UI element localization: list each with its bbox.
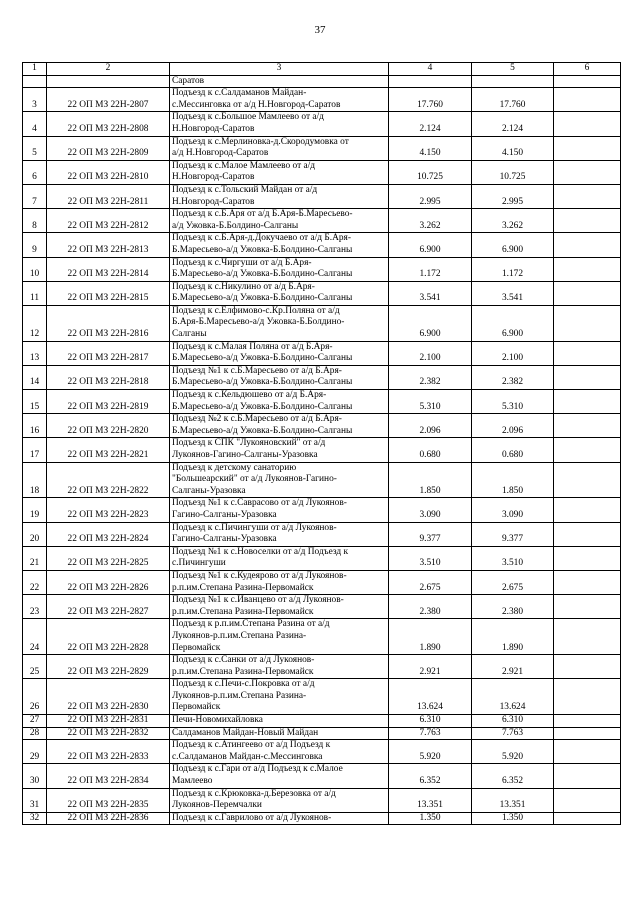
cell-col5: 1.850 <box>472 462 554 498</box>
cell-col5: 2.995 <box>472 184 554 208</box>
cell-num: 12 <box>23 305 47 341</box>
cell-name-line: Гагино-Салганы-Уразовка <box>172 509 277 520</box>
cell-name-line: Подъезд №1 к с.Кудеярово от а/д Лукоянов- <box>172 570 347 581</box>
cell-name-line: Первомайск <box>172 702 221 713</box>
cell-name <box>170 619 389 655</box>
cell-name-line: Б.Маресьево-а/д Ужовка-Б.Болдино-Салганы <box>172 244 353 255</box>
cell-col4: 6.900 <box>389 305 472 341</box>
cell-col5: 2.124 <box>472 112 554 136</box>
cell-col6 <box>554 522 621 546</box>
cell-name-line: Подъезд №1 к с.Саврасово от а/д Лукоянов- <box>172 498 347 509</box>
cell-col6 <box>554 365 621 389</box>
cell-name-line: Н.Новгород-Саратов <box>172 123 255 134</box>
header-cell-2: 2 <box>47 63 170 76</box>
cell-col5: 13.624 <box>472 679 554 715</box>
cell-col4: 5.310 <box>389 390 472 414</box>
cell-col6 <box>554 764 621 788</box>
cell-col4: 2.382 <box>389 365 472 389</box>
cell-col5: 2.100 <box>472 341 554 365</box>
cell-col4: 7.763 <box>389 727 472 740</box>
cell-col5: 6.310 <box>472 715 554 728</box>
cell-num: 27 <box>23 715 47 728</box>
table-row <box>23 595 621 619</box>
cell-code: 22 ОП МЗ 22Н-2832 <box>47 727 170 740</box>
cell-name-line: Подъезд к с.Кельдюшево от а/д Б.Аря- <box>172 390 327 401</box>
cell-code: 22 ОП МЗ 22Н-2830 <box>47 679 170 715</box>
table-row <box>23 715 621 728</box>
cell-name <box>170 740 389 764</box>
cell-col5: 2.096 <box>472 414 554 438</box>
cell-code: 22 ОП МЗ 22Н-2815 <box>47 281 170 305</box>
cell-name <box>170 727 389 740</box>
cell-col4: 3.262 <box>389 209 472 233</box>
cell-col5: 1.350 <box>472 812 554 825</box>
table-body <box>23 63 621 825</box>
cell-code: 22 ОП МЗ 22Н-2813 <box>47 233 170 257</box>
cell-code: 22 ОП МЗ 22Н-2819 <box>47 390 170 414</box>
cell-num: 21 <box>23 546 47 570</box>
cell-col4: 1.850 <box>389 462 472 498</box>
cell-name-line: Подъезд к с.Мерлиновка-д.Скородумовка от <box>172 136 349 147</box>
header-cell-5: 5 <box>472 63 554 76</box>
roads-table <box>22 62 621 825</box>
cell-name <box>170 522 389 546</box>
cell-name-line: Подъезд к с.Гари от а/д Подъезд к с.Малое <box>172 764 343 775</box>
cell-num: 31 <box>23 788 47 812</box>
cell-name-line: Подъезд №1 к с.Новоселки от а/д Подъезд к <box>172 546 349 557</box>
cell-name-line: Печи-Новомихайловка <box>172 715 263 726</box>
cell-code: 22 ОП МЗ 22Н-2814 <box>47 257 170 281</box>
cell-name-line: Подъезд №1 к с.Иванцево от а/д Лукоянов- <box>172 595 344 606</box>
cell-col6 <box>554 75 621 88</box>
table-row <box>23 462 621 498</box>
cell-name-line: Подъезд к с.Пичингуши от а/д Лукоянов- <box>172 522 337 533</box>
cell-col6 <box>554 136 621 160</box>
cell-col6 <box>554 281 621 305</box>
cell-num: 11 <box>23 281 47 305</box>
table-row <box>23 740 621 764</box>
cell-name <box>170 788 389 812</box>
cell-name-line: Б.Маресьево-а/д Ужовка-Б.Болдино-Салганы <box>172 353 353 364</box>
cell-col4: 4.150 <box>389 136 472 160</box>
cell-col4: 1.172 <box>389 257 472 281</box>
cell-name <box>170 209 389 233</box>
cell-name <box>170 184 389 208</box>
cell-col5: 9.377 <box>472 522 554 546</box>
cell-name-line: Салганы <box>172 329 207 340</box>
cell-col5: 2.675 <box>472 570 554 594</box>
cell-name <box>170 679 389 715</box>
cell-num: 32 <box>23 812 47 825</box>
cell-code: 22 ОП МЗ 22Н-2807 <box>47 88 170 112</box>
cell-name <box>170 438 389 462</box>
cell-col4: 2.675 <box>389 570 472 594</box>
cell-col4: 3.090 <box>389 498 472 522</box>
cell-code: 22 ОП МЗ 22Н-2831 <box>47 715 170 728</box>
cell-name-line: р.п.им.Степана Разина-Первомайск <box>172 582 314 593</box>
cell-name <box>170 281 389 305</box>
table-row <box>23 281 621 305</box>
cell-num: 29 <box>23 740 47 764</box>
cell-col6 <box>554 715 621 728</box>
cell-name-line: а/д Н.Новгород-Саратов <box>172 148 269 159</box>
cell-num: 17 <box>23 438 47 462</box>
cell-num: 13 <box>23 341 47 365</box>
table-row <box>23 727 621 740</box>
cell-num: 24 <box>23 619 47 655</box>
cell-col5: 5.920 <box>472 740 554 764</box>
cell-col5: 2.382 <box>472 365 554 389</box>
table-row <box>23 88 621 112</box>
cell-name-line: Б.Маресьево-а/д Ужовка-Б.Болдино-Салганы <box>172 269 353 280</box>
cell-col6 <box>554 595 621 619</box>
header-cell-1: 1 <box>23 63 47 76</box>
cell-num: 16 <box>23 414 47 438</box>
cell-col4: 1.350 <box>389 812 472 825</box>
cell-num: 22 <box>23 570 47 594</box>
table-row <box>23 438 621 462</box>
cell-name <box>170 498 389 522</box>
cell-code: 22 ОП МЗ 22Н-2827 <box>47 595 170 619</box>
cell-col5: 2.921 <box>472 655 554 679</box>
cell-code: 22 ОП МЗ 22Н-2821 <box>47 438 170 462</box>
cell-code: 22 ОП МЗ 22Н-2824 <box>47 522 170 546</box>
cell-name-line: Подъезд к с.Малая Поляна от а/д Б.Аря- <box>172 341 333 352</box>
cell-name-line: Н.Новгород-Саратов <box>172 196 255 207</box>
cell-col4: 2.096 <box>389 414 472 438</box>
cell-code: 22 ОП МЗ 22Н-2825 <box>47 546 170 570</box>
cell-name <box>170 414 389 438</box>
cell-code: 22 ОП МЗ 22Н-2817 <box>47 341 170 365</box>
cell-num: 15 <box>23 390 47 414</box>
table-row <box>23 522 621 546</box>
cell-name-line: Б.Маресьево-а/д Ужовка-Б.Болдино-Салганы <box>172 401 353 412</box>
cell-code: 22 ОП МЗ 22Н-2822 <box>47 462 170 498</box>
cell-col4: 2.100 <box>389 341 472 365</box>
table-row <box>23 570 621 594</box>
cell-col5: 13.351 <box>472 788 554 812</box>
table-row <box>23 136 621 160</box>
cell-name-line: Салганы-Уразовка <box>172 485 246 496</box>
cell-name <box>170 390 389 414</box>
page-number: 37 <box>314 24 326 36</box>
cell-name-line: с.Мессинговка от а/д Н.Новгород-Саратов <box>172 99 341 110</box>
cell-col6 <box>554 257 621 281</box>
cell-col6 <box>554 679 621 715</box>
header-cell-6: 6 <box>554 63 621 76</box>
cell-name-line: Б.Маресьево-а/д Ужовка-Б.Болдино-Салганы <box>172 377 353 388</box>
cell-name <box>170 570 389 594</box>
cell-name-line: Подъезд к с.Крюковка-д.Березовка от а/д <box>172 788 336 799</box>
table-row <box>23 209 621 233</box>
cell-col6 <box>554 788 621 812</box>
cell-col6 <box>554 498 621 522</box>
cell-name <box>170 715 389 728</box>
cell-num: 6 <box>23 160 47 184</box>
table-row <box>23 414 621 438</box>
cell-col5: 6.900 <box>472 233 554 257</box>
cell-col5 <box>472 75 554 88</box>
cell-name <box>170 341 389 365</box>
table-row <box>23 498 621 522</box>
cell-col4: 3.510 <box>389 546 472 570</box>
cell-col6 <box>554 546 621 570</box>
cell-code: 22 ОП МЗ 22Н-2833 <box>47 740 170 764</box>
cell-col6 <box>554 184 621 208</box>
cell-name <box>170 305 389 341</box>
cell-col6 <box>554 438 621 462</box>
table-row <box>23 764 621 788</box>
cell-col4: 6.900 <box>389 233 472 257</box>
cell-col5: 3.090 <box>472 498 554 522</box>
cell-code: 22 ОП МЗ 22Н-2829 <box>47 655 170 679</box>
cell-name <box>170 462 389 498</box>
cell-code: 22 ОП МЗ 22Н-2808 <box>47 112 170 136</box>
cell-code: 22 ОП МЗ 22Н-2835 <box>47 788 170 812</box>
cell-col5: 3.541 <box>472 281 554 305</box>
cell-name-line: Подъезд к с.Б.Аря-д.Докучаево от а/д Б.Аря- <box>172 233 351 244</box>
cell-col6 <box>554 160 621 184</box>
cell-name-line: Подъезд к с.Малое Мамлеево от а/д <box>172 160 316 171</box>
cell-num: 9 <box>23 233 47 257</box>
cell-name-line: Подъезд к с.Никулино от а/д Б.Аря- <box>172 281 315 292</box>
cell-num: 3 <box>23 88 47 112</box>
table-row <box>23 546 621 570</box>
cell-code: 22 ОП МЗ 22Н-2820 <box>47 414 170 438</box>
cell-num: 20 <box>23 522 47 546</box>
cell-name <box>170 136 389 160</box>
cell-name-line: Лукоянов-Гагино-Салганы-Уразовка <box>172 450 318 460</box>
cell-num: 7 <box>23 184 47 208</box>
cell-name-line: р.п.им.Степана Разина-Первомайск <box>172 606 314 617</box>
cell-name-line: Подъезд №2 к с.Б.Маресьево от а/д Б.Аря- <box>172 414 342 425</box>
cell-col6 <box>554 740 621 764</box>
cell-name <box>170 112 389 136</box>
cell-name-line: Подъезд к с.Большое Мамлеево от а/д <box>172 112 324 123</box>
cell-name-line: Подъезд №1 к с.Б.Маресьево от а/д Б.Аря- <box>172 365 342 376</box>
cell-col4: 9.377 <box>389 522 472 546</box>
table-row <box>23 184 621 208</box>
cell-name-line: Н.Новгород-Саратов <box>172 172 255 183</box>
cell-name-line: а/д Ужовка-Б.Болдино-Салганы <box>172 220 299 231</box>
cell-name-line: Лукоянов-р.п.им.Степана Разина- <box>172 630 307 641</box>
table-row <box>23 341 621 365</box>
cell-code: 22 ОП МЗ 22Н-2823 <box>47 498 170 522</box>
table-row <box>23 112 621 136</box>
cell-num: 30 <box>23 764 47 788</box>
cell-col5: 6.900 <box>472 305 554 341</box>
cell-col4: 2.995 <box>389 184 472 208</box>
cell-num: 19 <box>23 498 47 522</box>
cell-num: 18 <box>23 462 47 498</box>
cell-name-line: Подъезд к с.Чиргуши от а/д Б.Аря- <box>172 257 312 268</box>
cell-code: 22 ОП МЗ 22Н-2812 <box>47 209 170 233</box>
table-row <box>23 619 621 655</box>
cell-col4: 6.310 <box>389 715 472 728</box>
cell-col6 <box>554 462 621 498</box>
cell-col6 <box>554 341 621 365</box>
cell-col6 <box>554 570 621 594</box>
cell-col4 <box>389 75 472 88</box>
cell-col4: 0.680 <box>389 438 472 462</box>
cell-name <box>170 812 389 825</box>
cell-col5: 3.262 <box>472 209 554 233</box>
cell-code: 22 ОП МЗ 22Н-2810 <box>47 160 170 184</box>
cell-num: 26 <box>23 679 47 715</box>
cell-col4: 2.380 <box>389 595 472 619</box>
cell-col6 <box>554 619 621 655</box>
cell-name: Саратов <box>170 75 389 88</box>
cell-col5: 1.890 <box>472 619 554 655</box>
cell-num: 23 <box>23 595 47 619</box>
cell-code <box>47 75 170 88</box>
cell-name <box>170 257 389 281</box>
cell-code: 22 ОП МЗ 22Н-2818 <box>47 365 170 389</box>
cell-col5: 2.380 <box>472 595 554 619</box>
table-row <box>23 655 621 679</box>
cell-name-line: Подъезд к с.Печи-с.Покровка от а/д <box>172 679 315 690</box>
cell-name <box>170 233 389 257</box>
cell-name-line: Гагино-Салганы-Уразовка <box>172 534 277 545</box>
cell-num: 5 <box>23 136 47 160</box>
cell-col6 <box>554 209 621 233</box>
cell-col4: 2.124 <box>389 112 472 136</box>
cell-col6 <box>554 655 621 679</box>
cell-name-line: Б.Маресьево-а/д Ужовка-Б.Болдино-Салганы <box>172 425 353 436</box>
cell-name-line: Подъезд к с.Б.Аря от а/д Б.Аря-Б.Маресьево- <box>172 209 353 220</box>
cell-col4: 17.760 <box>389 88 472 112</box>
cell-col4: 6.352 <box>389 764 472 788</box>
cell-name-line: "Большеарский" от а/д Лукоянов-Гагино- <box>172 474 337 485</box>
cell-col6 <box>554 727 621 740</box>
cell-col4: 3.541 <box>389 281 472 305</box>
cell-col5: 5.310 <box>472 390 554 414</box>
table-row <box>23 788 621 812</box>
cell-col6 <box>554 812 621 825</box>
header-cell-4: 4 <box>389 63 472 76</box>
cell-num: 10 <box>23 257 47 281</box>
cell-num: 8 <box>23 209 47 233</box>
cell-name-line: Подъезд к детскому санаторию <box>172 462 297 473</box>
cell-col4: 13.624 <box>389 679 472 715</box>
cell-col6 <box>554 88 621 112</box>
cell-name-line: Салдаманов Майдан-Новый Майдан <box>172 727 319 738</box>
cell-col6 <box>554 390 621 414</box>
table-row <box>23 233 621 257</box>
cell-name-line: Подъезд к с.Гаврилово от а/д Лукоянов- <box>172 812 332 823</box>
cell-col5: 3.510 <box>472 546 554 570</box>
cell-name-line: с.Пичингуши <box>172 558 226 569</box>
cell-col4: 10.725 <box>389 160 472 184</box>
cell-name <box>170 595 389 619</box>
cell-name <box>170 88 389 112</box>
cell-col5: 7.763 <box>472 727 554 740</box>
table-row <box>23 679 621 715</box>
cell-name-line: Подъезд к СПК "Лукояновский" от а/д <box>172 438 326 449</box>
cell-num: 4 <box>23 112 47 136</box>
cell-col4: 2.921 <box>389 655 472 679</box>
cell-name-line: Лукоянов-Перемчалки <box>172 800 262 811</box>
cell-code: 22 ОП МЗ 22Н-2811 <box>47 184 170 208</box>
cell-name-line: Подъезд к р.п.им.Степана Разина от а/д <box>172 619 330 630</box>
header-cell-3: 3 <box>170 63 389 76</box>
cell-name-line: Б.Аря-Б.Маресьево-а/д Ужовка-Б.Болдино- <box>172 317 345 328</box>
cell-code: 22 ОП МЗ 22Н-2828 <box>47 619 170 655</box>
cell-code: 22 ОП МЗ 22Н-2836 <box>47 812 170 825</box>
table-row <box>23 305 621 341</box>
cell-name <box>170 160 389 184</box>
cell-col4: 1.890 <box>389 619 472 655</box>
cell-name-line: Подъезд к с.Атингеево от а/д Подъезд к <box>172 740 331 751</box>
cell-col5: 6.352 <box>472 764 554 788</box>
cell-name-line: Подъезд к с.Салдаманов Майдан- <box>172 88 307 99</box>
cell-name-line: с.Салдаманов Майдан-с.Мессинговка <box>172 751 323 762</box>
cell-code: 22 ОП МЗ 22Н-2816 <box>47 305 170 341</box>
cell-name-line: Б.Маресьево-а/д Ужовка-Б.Болдино-Салганы <box>172 293 353 304</box>
cell-name-line: Мамлеево <box>172 776 213 787</box>
cell-name <box>170 764 389 788</box>
cell-name <box>170 655 389 679</box>
cell-col6 <box>554 414 621 438</box>
cell-col5: 17.760 <box>472 88 554 112</box>
cell-name-line: Первомайск <box>172 642 221 653</box>
table-row <box>23 257 621 281</box>
cell-col5: 10.725 <box>472 160 554 184</box>
cell-code: 22 ОП МЗ 22Н-2809 <box>47 136 170 160</box>
cell-col5: 4.150 <box>472 136 554 160</box>
cell-num <box>23 75 47 88</box>
header-row <box>23 63 621 76</box>
cell-col6 <box>554 305 621 341</box>
cell-code: 22 ОП МЗ 22Н-2826 <box>47 570 170 594</box>
cell-col5: 1.172 <box>472 257 554 281</box>
table-row <box>23 812 621 825</box>
cell-name-line: р.п.им.Степана Разина-Первомайск <box>172 666 314 677</box>
cell-name <box>170 546 389 570</box>
cell-name-line: Подъезд к с.Елфимово-с.Кр.Поляна от а/д <box>172 305 340 316</box>
cell-name-line: Подъезд к с.Тольский Майдан от а/д <box>172 184 318 195</box>
table-row <box>23 365 621 389</box>
cell-col4: 13.351 <box>389 788 472 812</box>
cell-col6 <box>554 112 621 136</box>
cell-name <box>170 365 389 389</box>
cell-col5: 0.680 <box>472 438 554 462</box>
cell-name-line: Лукоянов-р.п.им.Степана Разина- <box>172 690 307 701</box>
continuation-row <box>23 75 621 88</box>
cell-num: 25 <box>23 655 47 679</box>
cell-code: 22 ОП МЗ 22Н-2834 <box>47 764 170 788</box>
table-row <box>23 160 621 184</box>
cell-num: 14 <box>23 365 47 389</box>
cell-num: 28 <box>23 727 47 740</box>
cell-col6 <box>554 233 621 257</box>
cell-name-line: Подъезд к с.Санки от а/д Лукоянов- <box>172 655 315 666</box>
table-row <box>23 390 621 414</box>
cell-col4: 5.920 <box>389 740 472 764</box>
